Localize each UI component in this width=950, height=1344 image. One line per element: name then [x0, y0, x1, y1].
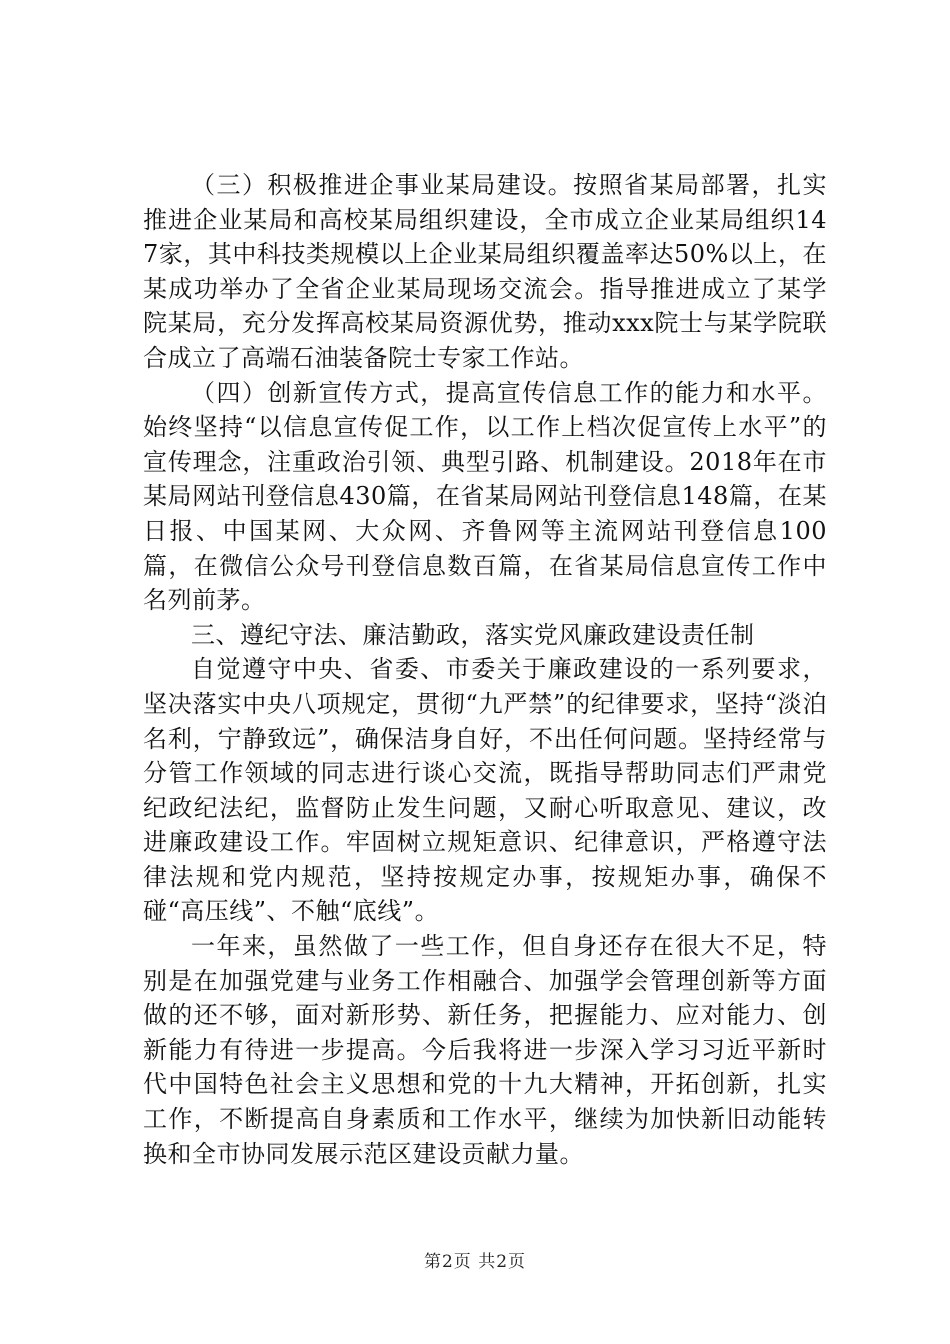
document-body	[143, 168, 827, 1171]
paragraph-section-3: （三）积极推进企事业某局建设。按照省某局部署，扎实推进企业某局和高校某局组织建设，全市成立企业某局组织147家，其中科技类规模以上企业某局组织覆盖率达50%以上，在某成功举办了全省企业某局现场交流会。指导推进成立了某学院某局，充分发挥高校某局资源优势，推动xxx院士与某学院联合成立了高端石油装备院士专家工作站。	[143, 171, 827, 372]
paragraph-section-4: （四）创新宣传方式，提高宣传信息工作的能力和水平。始终坚持“以信息宣传促工作，以工作上档次促宣传上水平”的宣传理念，注重政治引领、典型引路、机制建设。2018年在市某局网站刊登信息430篇，在省某局网站刊登信息148篇，在某日报、中国某网、大众网、齐鲁网等主流网站刊登信息100篇，在微信公众号刊登信息数百篇，在省某局信息宣传工作中名列前茅。	[143, 378, 827, 615]
paragraph-integrity: 自觉遵守中央、省委、市委关于廉政建设的一系列要求，坚决落实中央八项规定，贯彻“九严禁”的纪律要求，坚持“淡泊名利，宁静致远”，确保洁身自好，不出任何问题。坚持经常与分管工作领域的同志进行谈心交流，既指导帮助同志们严肃党纪政纪法纪，监督防止发生问题，又耐心听取意见、建议，改进廉政建设工作。牢固树立规矩意识、纪律意识，严格遵守法律法规和党内规范，坚持按规定办事，按规矩办事，确保不碰“高压线”、不触“底线”。	[143, 655, 827, 926]
paragraph-summary: 一年来，虽然做了一些工作，但自身还存在很大不足，特别是在加强党建与业务工作相融合、加强学会管理创新等方面做的还不够，面对新形势、新任务，把握能力、应对能力、创新能力有待进一步提高。今后我将进一步深入学习习近平新时代中国特色社会主义思想和党的十九大精神，开拓创新，扎实工作，不断提高自身素质和工作水平，继续为加快新旧动能转换和全市协同发展示范区建设贡献力量。	[143, 932, 827, 1168]
section-heading-3: 三、遵纪守法、廉洁勤政，落实党风廉政建设责任制	[191, 620, 755, 649]
page-number-footer: 第2页 共2页	[423, 1252, 527, 1272]
